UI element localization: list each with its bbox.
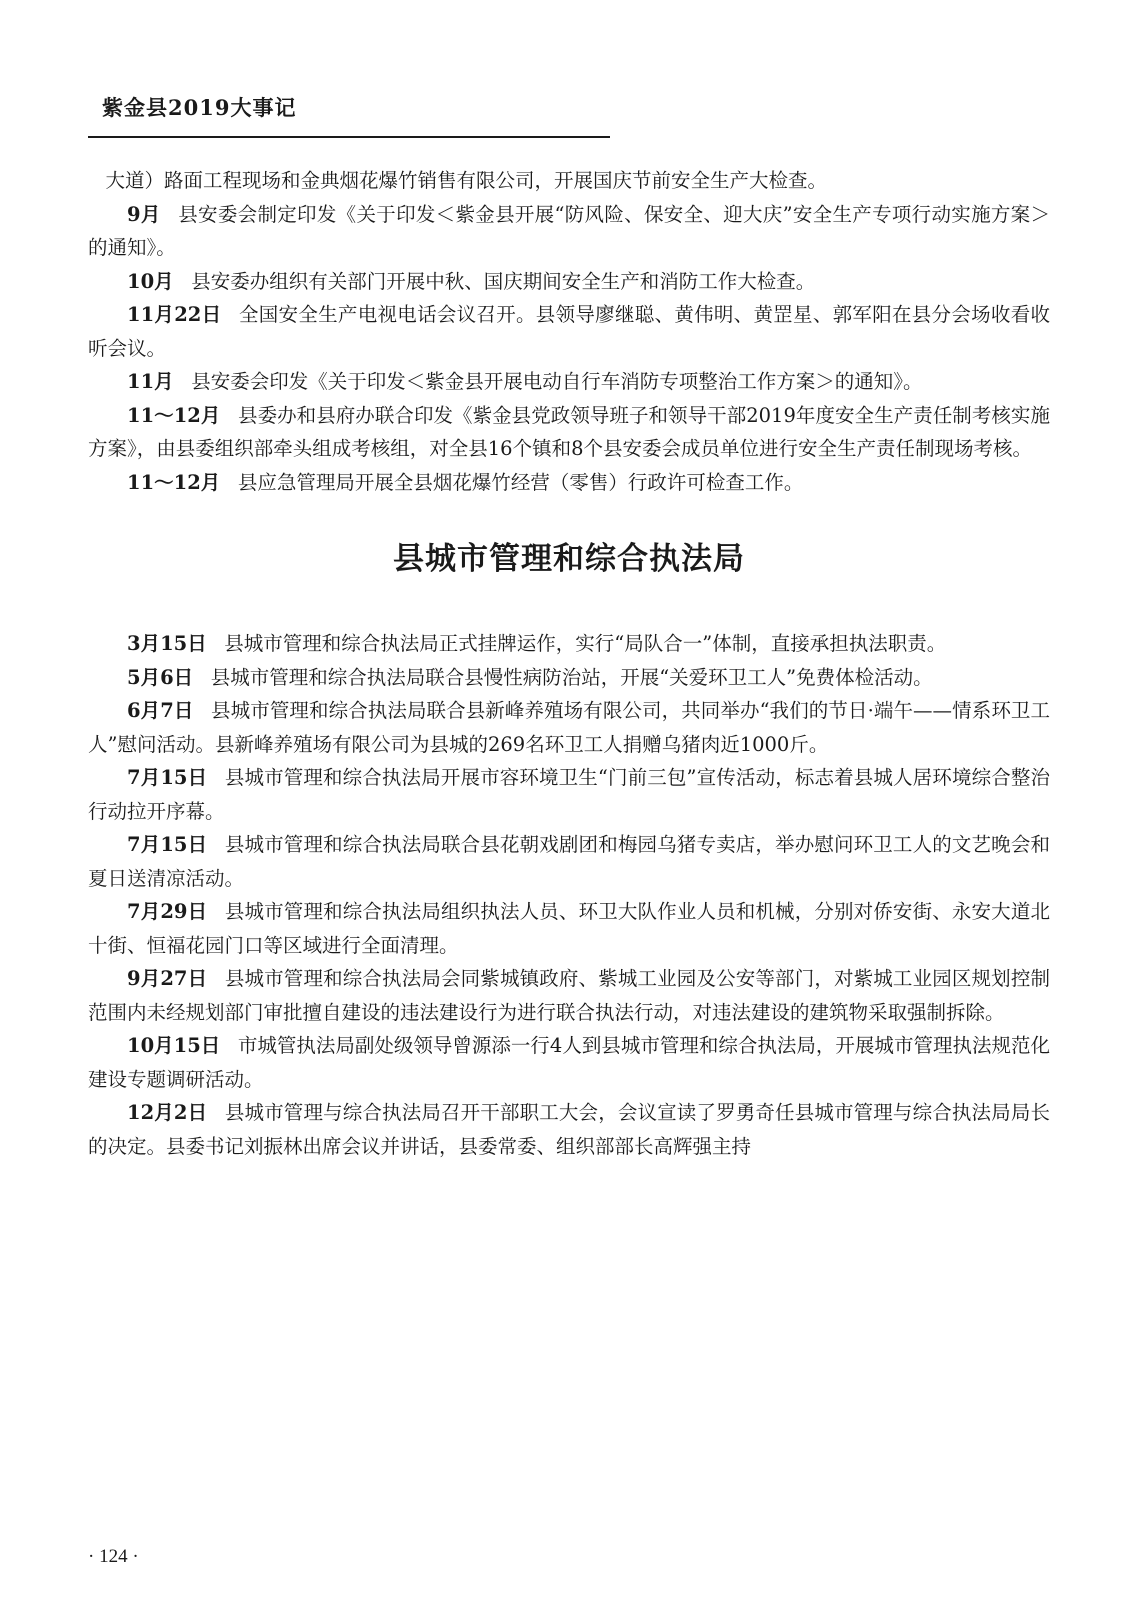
entry-text: 市城管执法局副处级领导曾源添一行4人到县城市管理和综合执法局，开展城市管理执法规范化建设专题调研活动。 xyxy=(88,1034,1050,1091)
entry-date: 7月29日 xyxy=(127,900,208,923)
entry-paragraph xyxy=(88,895,1050,962)
entry-date: 10月 xyxy=(127,269,174,293)
page-header-title: 紫金县2019大事记 xyxy=(102,95,297,120)
entry-text: 县城市管理和综合执法局组织执法人员、环卫大队作业人员和机械，分别对侨安街、永安大道北十街、恒福花园门口等区域进行全面清理。 xyxy=(88,900,1050,957)
section-title: 县城市管理和综合执法局 xyxy=(393,541,745,577)
entry-text: 县城市管理和综合执法局联合县花朝戏剧团和梅园乌猪专卖店，举办慰问环卫工人的文艺晚会和夏日送清凉活动。 xyxy=(88,833,1050,890)
entry-date: 5月6日 xyxy=(127,665,194,689)
entry-paragraph xyxy=(88,265,1050,299)
entry-text: 全国安全生产电视电话会议召开。县领导廖继聪、黄伟明、黄罡星、郭军阳在县分会场收看收听会议。 xyxy=(88,303,1050,360)
page-number: · 124 · xyxy=(88,1546,139,1567)
entry-date: 7月15日 xyxy=(127,833,208,856)
entry-paragraph xyxy=(88,694,1050,761)
entry-text: 县应急管理局开展全县烟花爆竹经营（零售）行政许可检查工作。 xyxy=(237,470,804,494)
entry-text: 大道）路面工程现场和金典烟花爆竹销售有限公司，开展国庆节前安全生产大检查。 xyxy=(105,169,828,192)
entry-paragraph xyxy=(88,1029,1050,1096)
entry-text: 县城市管理和综合执法局开展市容环境卫生“门前三包”宣传活动，标志着县城人居环境综合整治行动拉开序幕。 xyxy=(88,766,1050,823)
entry-date: 11月 xyxy=(127,370,174,393)
entry-paragraph xyxy=(88,828,1050,895)
entry-date: 11～12月 xyxy=(127,470,221,494)
entry-date: 3月15日 xyxy=(127,632,207,655)
entry-text: 县城市管理和综合执法局联合县新峰养殖场有限公司，共同举办“我们的节日·端午——情系环卫工人”慰问活动。县新峰养殖场有限公司为县城的269名环卫工人捐赠乌猪肉近1000斤。 xyxy=(88,699,1050,756)
entry-date: 7月15日 xyxy=(127,766,208,789)
entry-text: 县城市管理和综合执法局正式挂牌运作，实行“局队合一”体制，直接承担执法职责。 xyxy=(224,632,947,655)
entry-date: 10月15日 xyxy=(127,1034,221,1057)
entries-top xyxy=(88,164,1050,499)
entry-paragraph xyxy=(88,761,1050,828)
entries-section xyxy=(88,627,1050,1163)
entry-text: 县安委办组织有关部门开展中秋、国庆期间安全生产和消防工作大检查。 xyxy=(191,269,816,293)
entry-date: 6月7日 xyxy=(127,699,194,722)
entry-paragraph xyxy=(88,298,1050,365)
header-divider xyxy=(88,136,610,138)
entry-paragraph xyxy=(88,365,1050,399)
entry-paragraph xyxy=(88,399,1050,466)
page-body xyxy=(88,164,1050,1163)
entry-paragraph xyxy=(88,627,1050,661)
entry-paragraph xyxy=(88,962,1050,1029)
entry-paragraph xyxy=(88,466,1050,500)
entry-date: 9月27日 xyxy=(127,967,208,990)
entry-text: 县安委会印发《关于印发＜紫金县开展电动自行车消防专项整治工作方案＞的通知》。 xyxy=(191,370,923,393)
entry-date: 9月 xyxy=(127,202,161,226)
entry-text: 县城市管理和综合执法局联合县慢性病防治站，开展“关爱环卫工人”免费体检活动。 xyxy=(210,665,933,689)
entry-date: 11月22日 xyxy=(127,303,222,326)
entry-paragraph xyxy=(88,1096,1050,1163)
entry-text: 县城市管理与综合执法局召开干部职工大会，会议宣读了罗勇奇任县城市管理与综合执法局局长的决定。县委书记刘振林出席会议并讲话，县委常委、组织部部长高辉强主持 xyxy=(88,1101,1050,1158)
entry-paragraph xyxy=(88,198,1050,265)
entry-paragraph xyxy=(88,164,1050,198)
entry-text: 县委办和县府办联合印发《紫金县党政领导班子和领导干部2019年度安全生产责任制考核实施方案》，由县委组织部牵头组成考核组，对全县16个镇和8个县安委会成员单位进行安全生产责任制现场考核。 xyxy=(88,403,1050,460)
entry-paragraph xyxy=(88,661,1050,695)
entry-text: 县城市管理和综合执法局会同紫城镇政府、紫城工业园及公安等部门，对紫城工业园区规划控制范围内未经规划部门审批擅自建设的违法建设行为进行联合执法行动，对违法建设的建筑物采取强制拆除。 xyxy=(88,967,1050,1024)
entry-date: 11～12月 xyxy=(127,403,221,427)
entry-text: 县安委会制定印发《关于印发＜紫金县开展“防风险、保安全、迎大庆”安全生产专项行动实施方案＞的通知》。 xyxy=(88,202,1050,259)
entry-date: 12月2日 xyxy=(127,1101,208,1124)
